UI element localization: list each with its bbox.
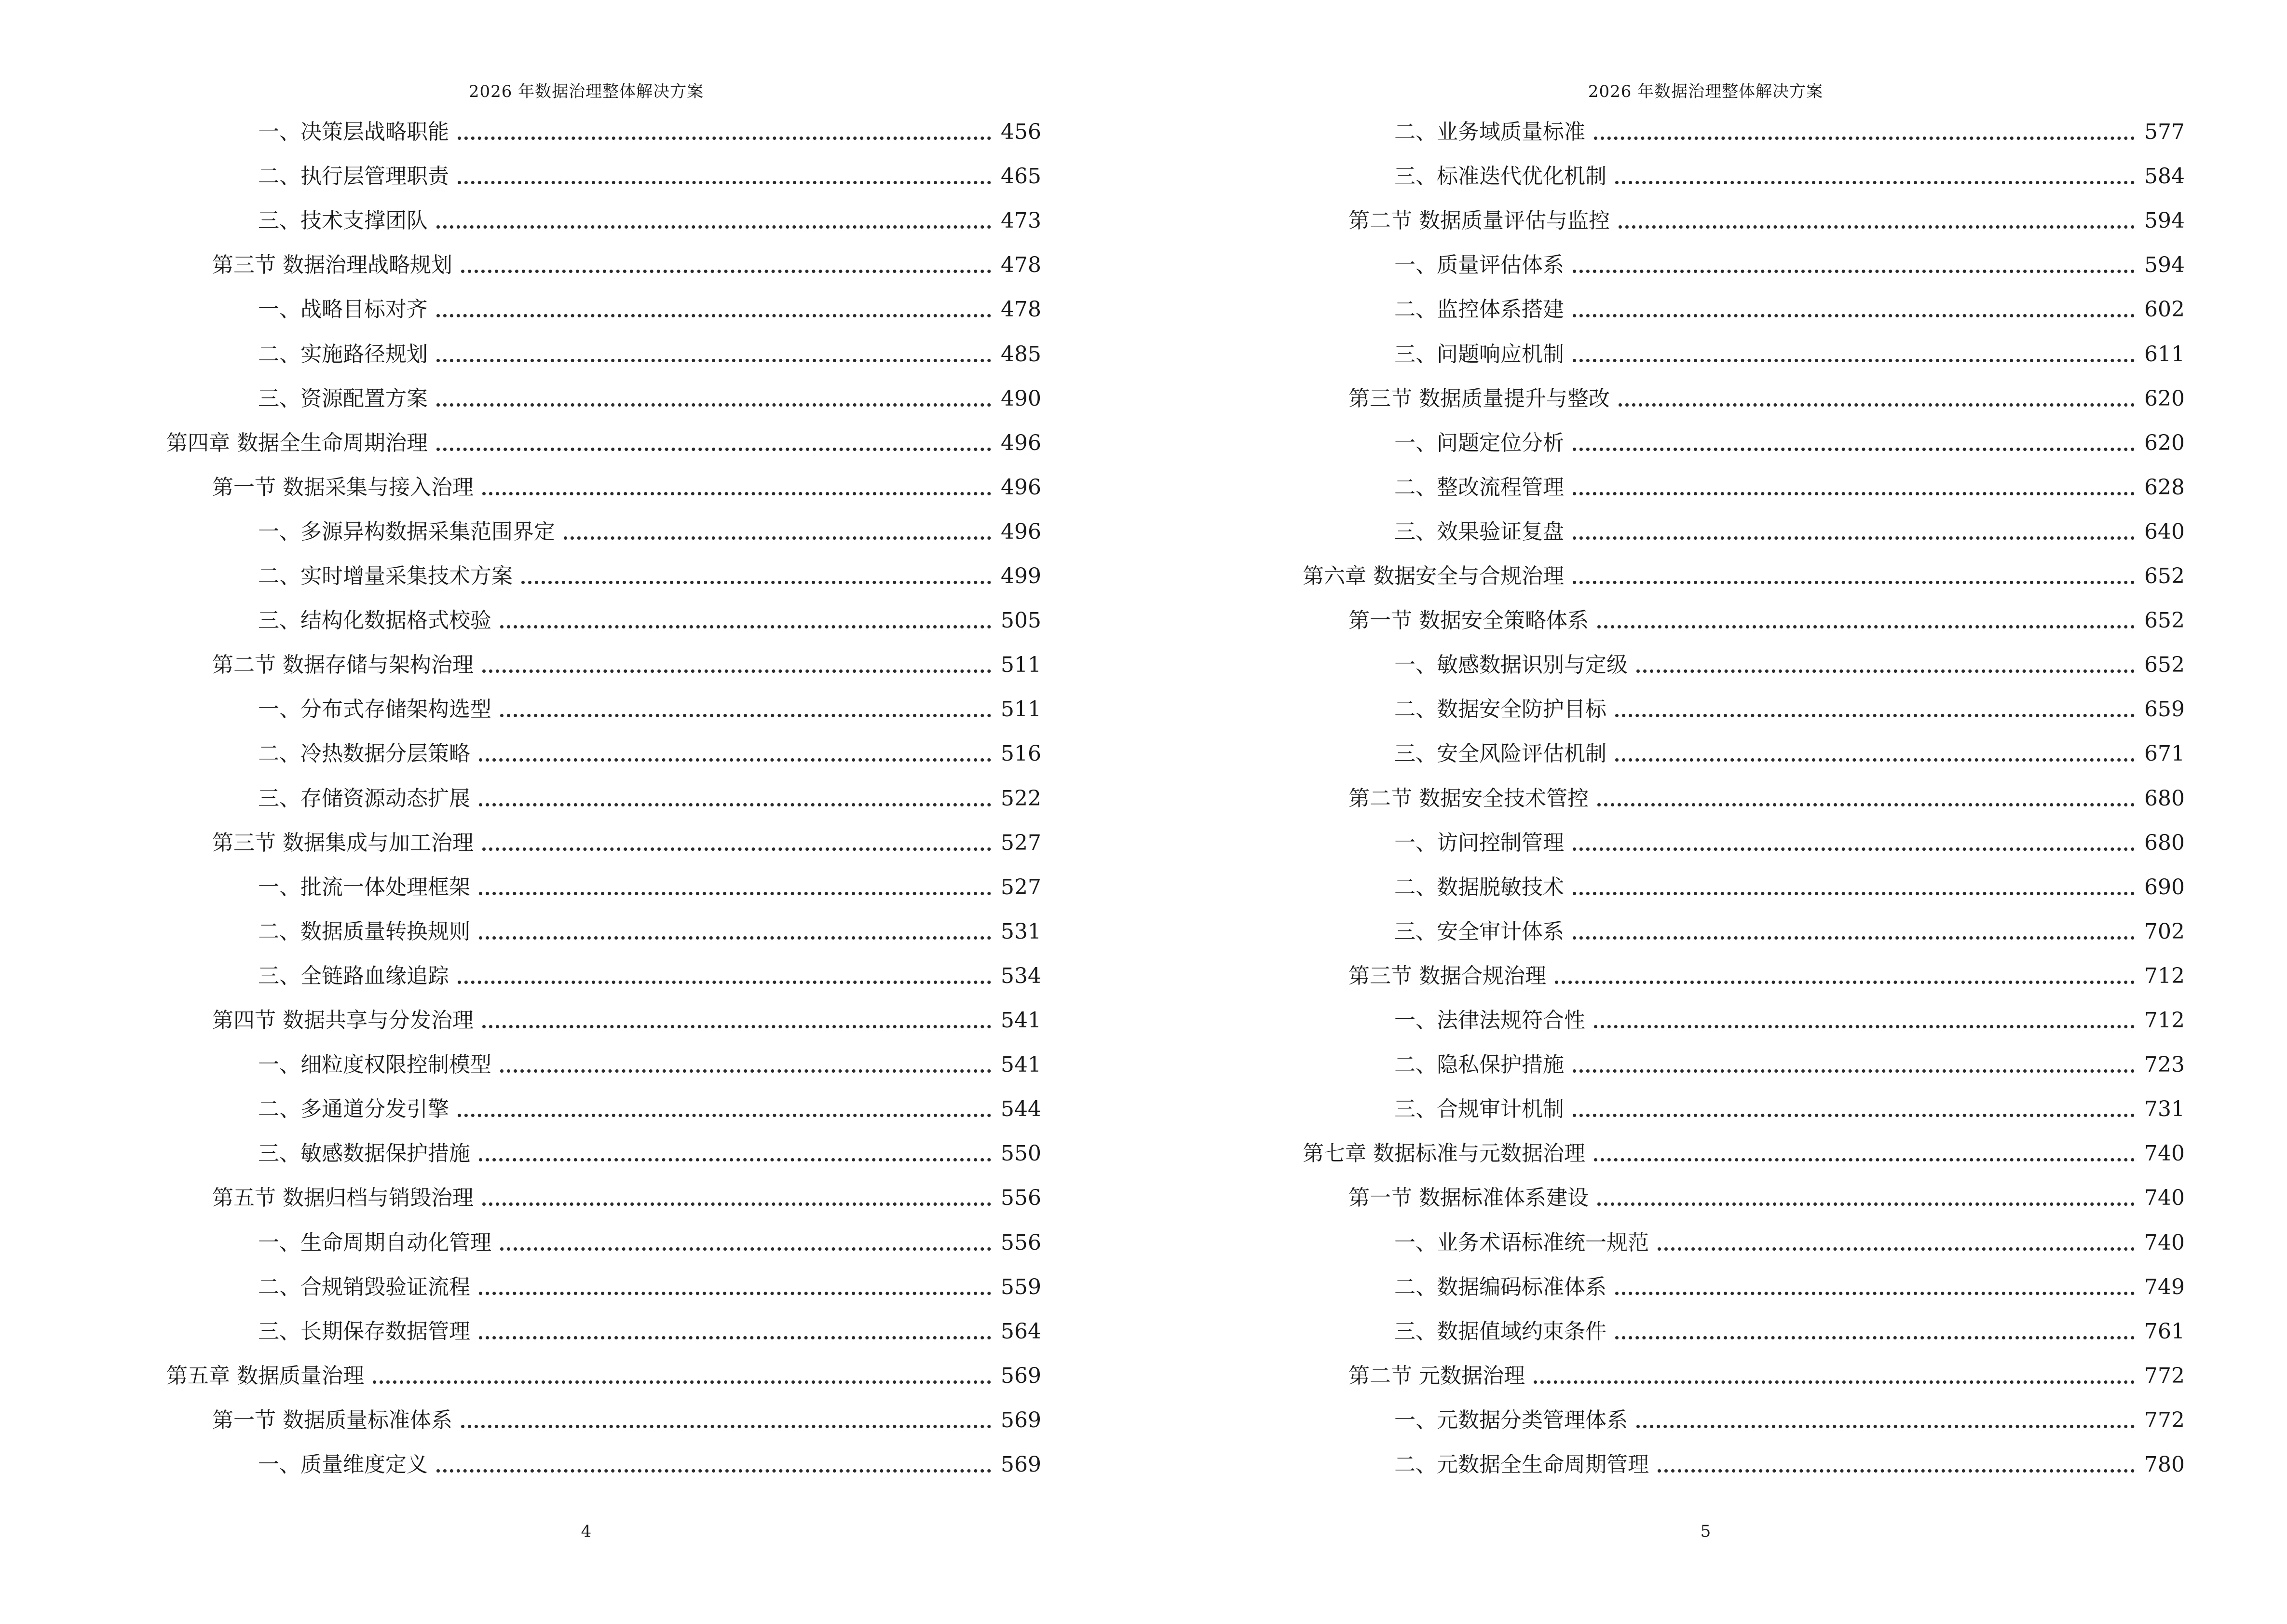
dot-leader [1615, 758, 2135, 762]
toc-entry-title: 二、数据编码标准体系 [1394, 1274, 1606, 1299]
dot-leader [436, 314, 991, 317]
dot-leader [479, 758, 991, 762]
toc-entry-title: 一、决策层战略职能 [258, 120, 449, 144]
toc-entry-page-number: 496 [1001, 475, 1041, 500]
dot-leader [1597, 625, 2135, 628]
toc-entry-title: 二、业务域质量标准 [1394, 120, 1585, 144]
toc-entry-page-number: 569 [1001, 1363, 1041, 1388]
dot-leader [479, 1336, 991, 1339]
toc-entry-page-number: 569 [1001, 1452, 1041, 1477]
toc-entry-title: 二、实施路径规划 [258, 341, 428, 367]
toc-entry-title: 第五章 数据质量治理 [166, 1363, 364, 1388]
toc-subsection-entry[interactable] [166, 917, 1039, 946]
toc-subsection-entry[interactable] [166, 695, 1039, 724]
dot-leader [436, 403, 991, 407]
dot-leader [1615, 1292, 2135, 1295]
toc-entry-page-number: 541 [1001, 1052, 1041, 1078]
page-number: 5 [1700, 1522, 1711, 1541]
toc-entry-title: 二、冷热数据分层策略 [258, 741, 470, 766]
toc-entry-page-number: 490 [1001, 386, 1041, 411]
toc-entry-page-number: 652 [2144, 608, 2185, 633]
toc-entry-page-number: 522 [1001, 786, 1041, 811]
dot-leader [1615, 181, 2135, 184]
dot-leader [1573, 936, 2135, 940]
toc-entry-title: 第二节 数据质量评估与监控 [1348, 208, 1610, 233]
dot-leader [436, 448, 991, 451]
toc-entry-page-number: 740 [2144, 1230, 2185, 1255]
toc-entry-title: 第二节 元数据治理 [1348, 1363, 1525, 1388]
dot-leader [458, 181, 991, 184]
toc-subsection-entry[interactable] [166, 962, 1039, 991]
toc-subsection-entry[interactable] [1303, 695, 2183, 724]
dot-leader [479, 1292, 991, 1295]
toc-subsection-entry[interactable] [1303, 1273, 2183, 1302]
toc-entry-title: 三、资源配置方案 [258, 386, 428, 411]
toc-entry-title: 二、数据质量转换规则 [258, 919, 470, 944]
dot-leader [500, 714, 991, 717]
toc-entry-page-number: 516 [1001, 741, 1041, 766]
toc-entry-page-number: 584 [2144, 164, 2185, 189]
toc-subsection-entry[interactable] [1303, 1228, 2183, 1257]
dot-leader [1658, 1247, 2135, 1251]
dot-leader [1619, 225, 2135, 229]
toc-entry-page-number: 640 [2144, 519, 2185, 544]
dot-leader [1573, 1069, 2135, 1073]
toc-subsection-entry[interactable] [166, 118, 1039, 147]
dot-leader [461, 1425, 991, 1428]
toc-section-entry[interactable] [1303, 1362, 2183, 1391]
dot-leader [1594, 1025, 2135, 1028]
toc-subsection-entry[interactable] [166, 295, 1039, 324]
dot-leader [1573, 892, 2135, 895]
toc-entry-page-number: 541 [1001, 1008, 1041, 1033]
toc-entry-title: 一、批流一体处理框架 [258, 874, 470, 900]
toc-entry-title: 一、法律法规符合性 [1394, 1008, 1585, 1033]
toc-entry-title: 第五节 数据归档与销毁治理 [212, 1186, 474, 1211]
dot-leader [1573, 448, 2135, 451]
toc-entry-page-number: 628 [2144, 475, 2185, 500]
toc-subsection-entry[interactable] [1303, 1006, 2183, 1035]
toc-subsection-entry[interactable] [1303, 473, 2183, 502]
page-header: 2026 年数据治理整体解决方案 [468, 82, 704, 101]
toc-entry-title: 第二节 数据存储与架构治理 [212, 653, 474, 678]
toc-chapter-entry[interactable] [1303, 562, 2183, 591]
toc-entry-page-number: 652 [2144, 653, 2185, 678]
toc-entry-page-number: 652 [2144, 564, 2185, 588]
dot-leader [1619, 403, 2135, 407]
toc-subsection-entry[interactable] [166, 562, 1039, 591]
toc-entry-page-number: 602 [2144, 297, 2185, 322]
toc-entry-title: 一、元数据分类管理体系 [1394, 1407, 1628, 1433]
toc-entry-page-number: 690 [2144, 874, 2185, 900]
toc-entry-title: 第三节 数据质量提升与整改 [1348, 386, 1610, 411]
toc-entry-page-number: 780 [2144, 1452, 2185, 1477]
dot-leader [1573, 270, 2135, 273]
toc-entry-page-number: 723 [2144, 1052, 2185, 1078]
toc-entry-title: 三、安全风险评估机制 [1394, 741, 1606, 766]
toc-entry-page-number: 485 [1001, 341, 1041, 367]
toc-entry-page-number: 680 [2144, 830, 2185, 855]
toc-entry-title: 一、问题定位分析 [1394, 430, 1564, 455]
toc-entry-title: 一、质量维度定义 [258, 1452, 428, 1477]
toc-subsection-entry[interactable] [166, 162, 1039, 191]
toc-entry-title: 第一节 数据安全策略体系 [1348, 608, 1589, 633]
dot-leader [1594, 1158, 2135, 1161]
dot-leader [1636, 669, 2135, 673]
toc-entry-page-number: 531 [1001, 919, 1041, 944]
dot-leader [373, 1380, 991, 1384]
toc-subsection-entry[interactable] [1303, 340, 2183, 369]
toc-section-entry[interactable] [166, 829, 1039, 858]
toc-subsection-entry[interactable] [166, 340, 1039, 369]
dot-leader [479, 936, 991, 940]
toc-entry-page-number: 761 [2144, 1319, 2185, 1344]
toc-entry-title: 第七章 数据标准与元数据治理 [1303, 1141, 1585, 1166]
toc-entry-page-number: 569 [1001, 1407, 1041, 1433]
toc-subsection-entry[interactable] [166, 739, 1039, 768]
toc-entry-page-number: 550 [1001, 1141, 1041, 1166]
toc-entry-title: 二、执行层管理职责 [258, 164, 449, 189]
dot-leader [479, 892, 991, 895]
toc-entry-title: 第三节 数据合规治理 [1348, 963, 1546, 988]
dot-leader [1597, 1202, 2135, 1206]
toc-entry-page-number: 712 [2144, 1008, 2185, 1033]
toc-section-entry[interactable] [166, 473, 1039, 502]
dot-leader [436, 359, 991, 362]
toc-subsection-entry[interactable] [1303, 1450, 2183, 1479]
toc-section-entry[interactable] [1303, 1184, 2183, 1213]
toc-entry-page-number: 671 [2144, 741, 2185, 766]
dot-leader [564, 536, 991, 540]
dot-leader [1597, 803, 2135, 806]
dot-leader [500, 1069, 991, 1073]
toc-list [166, 118, 1041, 1477]
toc-entry-title: 二、多通道分发引擎 [258, 1097, 449, 1122]
toc-entry-title: 三、数据值域约束条件 [1394, 1319, 1606, 1344]
toc-subsection-entry[interactable] [1303, 162, 2183, 191]
toc-subsection-entry[interactable] [1303, 1317, 2183, 1346]
toc-entry-page-number: 534 [1001, 963, 1041, 988]
dot-leader [1573, 359, 2135, 362]
toc-subsection-entry[interactable] [1303, 251, 2183, 280]
toc-subsection-entry[interactable] [1303, 429, 2183, 458]
toc-entry-title: 一、敏感数据识别与定级 [1394, 653, 1628, 678]
toc-entry-page-number: 496 [1001, 519, 1041, 544]
toc-entry-page-number: 740 [2144, 1141, 2185, 1166]
toc-section-entry[interactable] [166, 1184, 1039, 1213]
toc-entry-page-number: 511 [1001, 653, 1041, 678]
toc-entry-title: 一、质量评估体系 [1394, 253, 1564, 278]
toc-entry-title: 第三节 数据治理战略规划 [212, 253, 452, 278]
toc-entry-title: 二、数据脱敏技术 [1394, 874, 1564, 900]
toc-entry-title: 三、安全审计体系 [1394, 919, 1564, 944]
toc-section-entry[interactable] [1303, 206, 2183, 235]
dot-leader [482, 492, 991, 495]
toc-subsection-entry[interactable] [1303, 1095, 2183, 1124]
toc-entry-page-number: 456 [1001, 120, 1041, 144]
toc-entry-page-number: 577 [2144, 120, 2185, 144]
toc-entry-page-number: 556 [1001, 1186, 1041, 1211]
toc-entry-title: 一、多源异构数据采集范围界定 [258, 519, 555, 544]
toc-entry-page-number: 465 [1001, 164, 1041, 189]
dot-leader [521, 581, 991, 584]
dot-leader [482, 669, 991, 673]
toc-entry-page-number: 731 [2144, 1097, 2185, 1122]
toc-entry-page-number: 620 [2144, 386, 2185, 411]
toc-section-entry[interactable] [1303, 962, 2183, 991]
dot-leader [458, 136, 991, 140]
toc-subsection-entry[interactable] [166, 606, 1039, 635]
dot-leader [1636, 1425, 2135, 1428]
toc-entry-page-number: 772 [2144, 1407, 2185, 1433]
toc-subsection-entry[interactable] [166, 784, 1039, 813]
dot-leader [482, 847, 991, 851]
dot-leader [1573, 314, 2135, 317]
toc-subsection-entry[interactable] [166, 384, 1039, 413]
toc-entry-page-number: 511 [1001, 697, 1041, 722]
toc-subsection-entry[interactable] [1303, 118, 2183, 147]
toc-entry-page-number: 749 [2144, 1274, 2185, 1299]
page-number: 4 [581, 1522, 592, 1541]
toc-subsection-entry[interactable] [166, 518, 1039, 546]
toc-entry-page-number: 594 [2144, 208, 2185, 233]
toc-chapter-entry[interactable] [1303, 1139, 2183, 1168]
toc-entry-page-number: 611 [2144, 341, 2185, 367]
toc-entry-title: 第一节 数据质量标准体系 [212, 1407, 452, 1433]
toc-subsection-entry[interactable] [1303, 1406, 2183, 1435]
toc-entry-title: 第四节 数据共享与分发治理 [212, 1008, 474, 1033]
toc-entry-page-number: 702 [2144, 919, 2185, 944]
toc-subsection-entry[interactable] [166, 1228, 1039, 1257]
page-header: 2026 年数据治理整体解决方案 [1588, 82, 1824, 101]
toc-entry-title: 一、战略目标对齐 [258, 297, 428, 322]
toc-subsection-entry[interactable] [166, 206, 1039, 235]
toc-subsection-entry[interactable] [166, 1273, 1039, 1302]
toc-subsection-entry[interactable] [1303, 651, 2183, 680]
toc-entry-page-number: 473 [1001, 208, 1041, 233]
dot-leader [1573, 847, 2135, 851]
toc-entry-title: 三、结构化数据格式校验 [258, 608, 491, 633]
toc-entry-page-number: 680 [2144, 786, 2185, 811]
toc-subsection-entry[interactable] [166, 1139, 1039, 1168]
toc-entry-page-number: 559 [1001, 1274, 1041, 1299]
toc-entry-page-number: 659 [2144, 697, 2185, 722]
toc-entry-title: 二、隐私保护措施 [1394, 1052, 1564, 1078]
toc-subsection-entry[interactable] [1303, 295, 2183, 324]
toc-entry-title: 二、合规销毁验证流程 [258, 1274, 470, 1299]
toc-section-entry[interactable] [166, 1406, 1039, 1435]
toc-subsection-entry[interactable] [166, 1051, 1039, 1079]
toc-section-entry[interactable] [166, 651, 1039, 680]
dot-leader [1615, 1336, 2135, 1339]
toc-entry-page-number: 594 [2144, 253, 2185, 278]
toc-entry-title: 三、合规审计机制 [1394, 1097, 1564, 1122]
toc-subsection-entry[interactable] [1303, 518, 2183, 546]
dot-leader [1555, 981, 2135, 984]
toc-subsection-entry[interactable] [1303, 739, 2183, 768]
toc-section-entry[interactable] [1303, 606, 2183, 635]
toc-chapter-entry[interactable] [166, 1362, 1039, 1391]
toc-list [1303, 118, 2185, 1477]
dot-leader [482, 1202, 991, 1206]
toc-entry-title: 三、全链路血缘追踪 [258, 963, 449, 988]
toc-subsection-entry[interactable] [1303, 829, 2183, 858]
toc-entry-page-number: 544 [1001, 1097, 1041, 1122]
toc-subsection-entry[interactable] [166, 1450, 1039, 1479]
toc-entry-page-number: 496 [1001, 430, 1041, 455]
toc-entry-title: 三、效果验证复盘 [1394, 519, 1564, 544]
toc-section-entry[interactable] [1303, 384, 2183, 413]
toc-entry-title: 第六章 数据安全与合规治理 [1303, 564, 1564, 588]
toc-subsection-entry[interactable] [1303, 917, 2183, 946]
toc-subsection-entry[interactable] [166, 873, 1039, 902]
toc-entry-title: 三、存储资源动态扩展 [258, 786, 470, 811]
dot-leader [461, 270, 991, 273]
toc-entry-page-number: 564 [1001, 1319, 1041, 1344]
toc-entry-title: 一、细粒度权限控制模型 [258, 1052, 491, 1078]
toc-entry-title: 二、数据安全防护目标 [1394, 697, 1606, 722]
toc-entry-title: 一、业务术语标准统一规范 [1394, 1230, 1649, 1255]
toc-entry-page-number: 556 [1001, 1230, 1041, 1255]
toc-entry-page-number: 772 [2144, 1363, 2185, 1388]
dot-leader [1573, 492, 2135, 495]
toc-entry-page-number: 499 [1001, 564, 1041, 588]
toc-entry-title: 第二节 数据安全技术管控 [1348, 786, 1589, 811]
toc-section-entry[interactable] [166, 251, 1039, 280]
toc-entry-page-number: 505 [1001, 608, 1041, 633]
toc-subsection-entry[interactable] [1303, 873, 2183, 902]
dot-leader [436, 1469, 991, 1473]
toc-entry-title: 二、监控体系搭建 [1394, 297, 1564, 322]
toc-entry-page-number: 740 [2144, 1186, 2185, 1211]
toc-section-entry[interactable] [1303, 784, 2183, 813]
dot-leader [458, 981, 991, 984]
toc-entry-title: 一、分布式存储架构选型 [258, 697, 491, 722]
dot-leader [1573, 1114, 2135, 1117]
toc-entry-title: 三、技术支撑团队 [258, 208, 428, 233]
toc-page-right [1144, 0, 2287, 1624]
dot-leader [436, 225, 991, 229]
toc-subsection-entry[interactable] [166, 1317, 1039, 1346]
toc-subsection-entry[interactable] [166, 1095, 1039, 1124]
toc-chapter-entry[interactable] [166, 429, 1039, 458]
toc-entry-page-number: 620 [2144, 430, 2185, 455]
dot-leader [458, 1114, 991, 1117]
dot-leader [1615, 714, 2135, 717]
toc-entry-title: 第三节 数据集成与加工治理 [212, 830, 474, 855]
dot-leader [482, 1025, 991, 1028]
toc-entry-title: 一、生命周期自动化管理 [258, 1230, 491, 1255]
toc-entry-title: 二、整改流程管理 [1394, 475, 1564, 500]
toc-entry-page-number: 478 [1001, 297, 1041, 322]
dot-leader [479, 1158, 991, 1161]
toc-entry-title: 一、访问控制管理 [1394, 830, 1564, 855]
toc-entry-title: 第一节 数据标准体系建设 [1348, 1186, 1589, 1211]
dot-leader [500, 1247, 991, 1251]
dot-leader [479, 803, 991, 806]
toc-entry-title: 三、长期保存数据管理 [258, 1319, 470, 1344]
toc-entry-title: 二、实时增量采集技术方案 [258, 564, 513, 588]
toc-entry-page-number: 712 [2144, 963, 2185, 988]
toc-entry-page-number: 527 [1001, 830, 1041, 855]
toc-subsection-entry[interactable] [1303, 1051, 2183, 1079]
toc-entry-page-number: 478 [1001, 253, 1041, 278]
dot-leader [500, 625, 991, 628]
toc-entry-title: 三、问题响应机制 [1394, 341, 1564, 367]
dot-leader [1534, 1380, 2135, 1384]
toc-entry-title: 三、敏感数据保护措施 [258, 1141, 470, 1166]
dot-leader [1594, 136, 2135, 140]
dot-leader [1573, 536, 2135, 540]
toc-entry-title: 第一节 数据采集与接入治理 [212, 475, 474, 500]
toc-section-entry[interactable] [166, 1006, 1039, 1035]
toc-entry-title: 三、标准迭代优化机制 [1394, 164, 1606, 189]
toc-entry-page-number: 527 [1001, 874, 1041, 900]
dot-leader [1658, 1469, 2135, 1473]
toc-entry-title: 第四章 数据全生命周期治理 [166, 430, 428, 455]
toc-entry-title: 二、元数据全生命周期管理 [1394, 1452, 1649, 1477]
dot-leader [1573, 581, 2135, 584]
